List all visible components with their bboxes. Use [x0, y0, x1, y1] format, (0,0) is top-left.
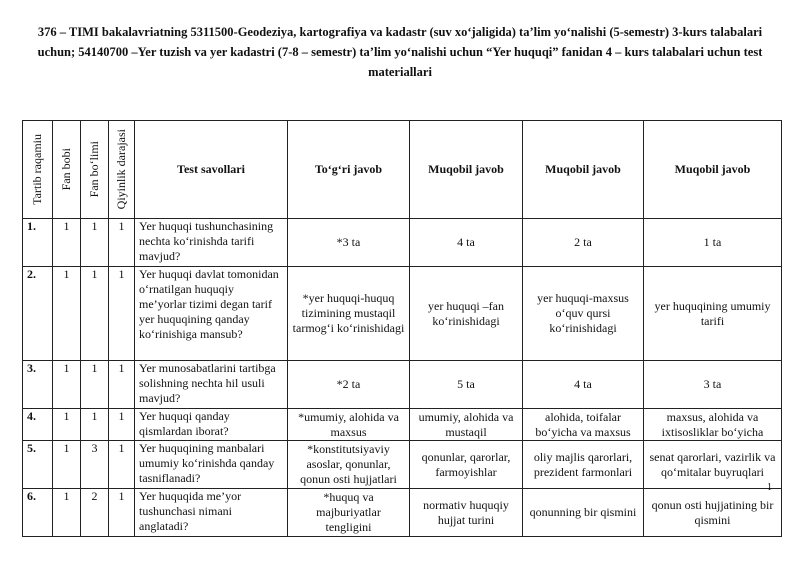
cell-question: Yer huquqi qanday qismlardan iborat? — [135, 409, 288, 441]
header-muqobil-javob-3: Muqobil javob — [644, 121, 782, 219]
cell-correct-answer: *3 ta — [288, 219, 410, 267]
row-number: 6. — [23, 489, 53, 537]
table-row — [23, 267, 782, 361]
cell-alt-answer-3: maxsus, alohida va ixtisosliklar bo‘yicha — [644, 409, 782, 441]
table-row — [23, 409, 782, 441]
cell-alt-answer-3: yer huquqining umumiy tarifi — [644, 267, 782, 361]
cell-qiyinlik: 1 — [109, 409, 135, 441]
cell-correct-answer: *konstitutsiyaviy asoslar, qonunlar, qonun osti hujjatlari — [288, 441, 410, 489]
cell-alt-answer-2: 2 ta — [523, 219, 644, 267]
cell-question: Yer huquqida me’yor tushunchasi nimani anglatadi? — [135, 489, 288, 537]
cell-qiyinlik: 1 — [109, 361, 135, 409]
header-muqobil-javob-2: Muqobil javob — [523, 121, 644, 219]
test-table — [22, 120, 782, 537]
cell-alt-answer-2: qonunning bir qismini — [523, 489, 644, 537]
cell-correct-answer: *yer huquqi-huquq tizimining mustaqil tarmog‘i ko‘rinishidagi — [288, 267, 410, 361]
cell-alt-answer-2: alohida, toifalar bo‘yicha va maxsus — [523, 409, 644, 441]
cell-bob: 1 — [53, 409, 81, 441]
cell-alt-answer-3: senat qarorlari, vazirlik va qo‘mitalar buyruqlari — [644, 441, 782, 489]
cell-bolim: 3 — [81, 441, 109, 489]
header-fan-bobi: Fan bobi — [53, 121, 81, 219]
header-togri-javob: To‘g‘ri javob — [288, 121, 410, 219]
cell-bolim: 1 — [81, 267, 109, 361]
table-row — [23, 489, 782, 537]
cell-qiyinlik: 1 — [109, 489, 135, 537]
cell-bob: 1 — [53, 361, 81, 409]
table-row — [23, 219, 782, 267]
cell-bolim: 1 — [81, 409, 109, 441]
cell-bob: 1 — [53, 219, 81, 267]
cell-bolim: 1 — [81, 219, 109, 267]
row-number: 3. — [23, 361, 53, 409]
cell-alt-answer-1: qonunlar, qarorlar, farmoyishlar — [410, 441, 523, 489]
header-qiyinlik: Qiyinlik darajasi — [109, 121, 135, 219]
cell-question: Yer huquqining manbalari umumiy ko‘rinishda qanday tasniflanadi? — [135, 441, 288, 489]
row-number: 1. — [23, 219, 53, 267]
cell-alt-answer-1: normativ huquqiy hujjat turini — [410, 489, 523, 537]
cell-question: Yer huquqi tushunchasining nechta ko‘rinishda tarifi mavjud? — [135, 219, 288, 267]
cell-qiyinlik: 1 — [109, 441, 135, 489]
row-number: 4. — [23, 409, 53, 441]
cell-correct-answer: *2 ta — [288, 361, 410, 409]
cell-alt-answer-2: yer huquqi-maxsus o‘quv qursi ko‘rinishidagi — [523, 267, 644, 361]
cell-bob: 1 — [53, 489, 81, 537]
cell-alt-answer-1: 4 ta — [410, 219, 523, 267]
header-fan-bolimi: Fan bo‘limi — [81, 121, 109, 219]
table-row — [23, 441, 782, 489]
page-number: 1 — [767, 482, 772, 493]
cell-alt-answer-3: qonun osti hujjatining bir qismini — [644, 489, 782, 537]
document-title: 376 – TIMI bakalavriatning 5311500-Geodeziya, kartografiya va kadastr (suv xo‘jaligida) ta’lim yo‘nalishi (5-semestr) 3-kurs talabalari uchun; 54140700 –Yer tuzish va yer kadastri (7-8 – semestr) ta’lim yo‘nalishi uchun “Yer huquqi” fanidan 4 – kurs talabalari uchun test materiallari — [37, 25, 763, 79]
row-number: 5. — [23, 441, 53, 489]
cell-qiyinlik: 1 — [109, 219, 135, 267]
cell-correct-answer: *huquq va majburiyatlar tengligini — [288, 489, 410, 537]
row-number: 2. — [23, 267, 53, 361]
cell-alt-answer-1: umumiy, alohida va mustaqil — [410, 409, 523, 441]
cell-bob: 1 — [53, 441, 81, 489]
cell-question: Yer huquqi davlat tomonidan o‘rnatilgan huquqiy me’yorlar tizimi degan tarif yer huquqining qanday ko‘rinishiga mansub? — [135, 267, 288, 361]
cell-correct-answer: *umumiy, alohida va maxsus — [288, 409, 410, 441]
cell-bolim: 1 — [81, 361, 109, 409]
cell-alt-answer-1: 5 ta — [410, 361, 523, 409]
cell-alt-answer-2: 4 ta — [523, 361, 644, 409]
cell-alt-answer-3: 1 ta — [644, 219, 782, 267]
header-tartib: Tartib raqamiu — [23, 121, 53, 219]
cell-alt-answer-1: yer huquqi –fan ko‘rinishidagi — [410, 267, 523, 361]
table-row — [23, 361, 782, 409]
cell-alt-answer-3: 3 ta — [644, 361, 782, 409]
header-test-savollari: Test savollari — [135, 121, 288, 219]
cell-qiyinlik: 1 — [109, 267, 135, 361]
header-muqobil-javob-1: Muqobil javob — [410, 121, 523, 219]
cell-bob: 1 — [53, 267, 81, 361]
cell-alt-answer-2: oliy majlis qarorlari, prezident farmonlari — [523, 441, 644, 489]
cell-question: Yer munosabatlarini tartibga solishning nechta hil usuli mavjud? — [135, 361, 288, 409]
cell-bolim: 2 — [81, 489, 109, 537]
